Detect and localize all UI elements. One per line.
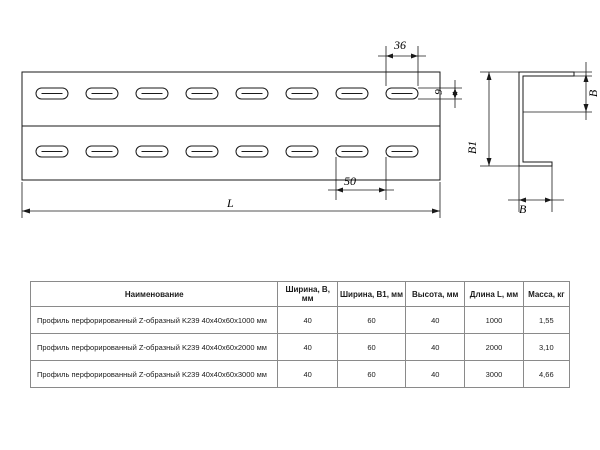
cell-width-b: 40 <box>278 307 337 334</box>
cell-width-b1: 60 <box>337 334 405 361</box>
cell-length: 1000 <box>465 307 523 334</box>
dimension-label-L: L <box>227 196 234 210</box>
cell-length: 3000 <box>465 361 523 388</box>
cell-name: Профиль перфорированный Z-образный K239 40x40x60x2000 мм <box>31 334 278 361</box>
dimension-label-50: 50 <box>344 174 356 188</box>
table-header-row <box>31 282 570 307</box>
cell-width-b1: 60 <box>337 361 405 388</box>
cell-height: 40 <box>406 334 465 361</box>
dimension-B1 <box>480 72 519 166</box>
col-header-mass: Масса, кг <box>523 282 569 307</box>
dimension-label-9: 9 <box>432 89 445 95</box>
cell-width-b: 40 <box>278 334 337 361</box>
cell-width-b: 40 <box>278 361 337 388</box>
specification-table <box>30 281 570 388</box>
cell-mass: 4,66 <box>523 361 569 388</box>
cell-mass: 3,10 <box>523 334 569 361</box>
cell-length: 2000 <box>465 334 523 361</box>
cell-height: 40 <box>406 307 465 334</box>
slot-row-top <box>36 88 418 99</box>
dimension-label-B-bottom: B <box>519 202 527 216</box>
col-header-length: Длина L, мм <box>465 282 523 307</box>
dimension-50 <box>328 157 394 200</box>
cell-width-b1: 60 <box>337 307 405 334</box>
table-row <box>31 361 570 388</box>
col-header-height: Высота, мм <box>406 282 465 307</box>
col-header-width-b1: Ширина, B1, мм <box>337 282 405 307</box>
dimension-label-B1: B1 <box>465 140 480 155</box>
table-row <box>31 307 570 334</box>
cell-mass: 1,55 <box>523 307 569 334</box>
dimension-label-B-top: B <box>586 89 600 98</box>
table-row <box>31 334 570 361</box>
dimension-label-36: 36 <box>394 38 406 52</box>
col-header-width-b: Ширина, B, мм <box>278 282 337 307</box>
profile-section-view <box>519 72 574 166</box>
col-header-name: Наименование <box>31 282 278 307</box>
slot-row-bottom <box>36 146 418 157</box>
cell-height: 40 <box>406 361 465 388</box>
cell-name: Профиль перфорированный Z-образный K239 40x40x60x3000 мм <box>31 361 278 388</box>
dimension-B-top <box>523 62 592 120</box>
dimension-B-bottom <box>508 166 564 212</box>
cell-name: Профиль перфорированный Z-образный K239 40x40x60x1000 мм <box>31 307 278 334</box>
